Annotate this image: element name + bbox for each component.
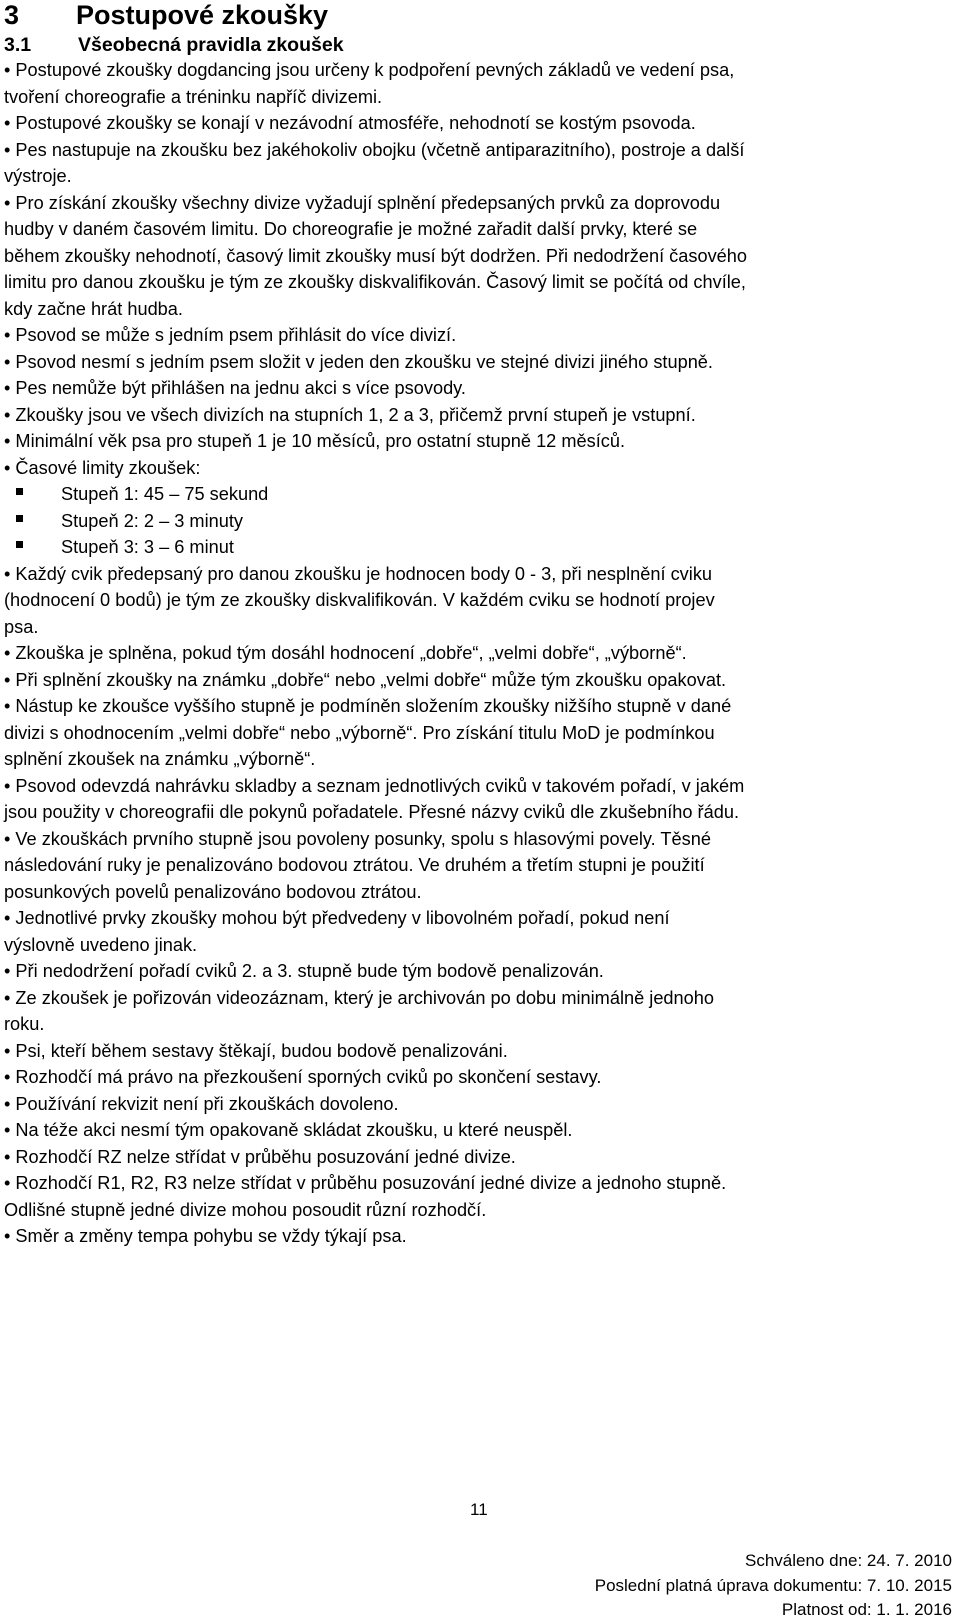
text-line: splnění zkoušek na známku „výborně“.	[4, 749, 316, 769]
footer-approved-date: Schváleno dne: 24. 7. 2010	[745, 1551, 952, 1570]
text-line: • Nástup ke zkoušce vyššího stupně je podmíněn složením zkoušky nižšího stupně v dané	[4, 696, 732, 716]
text-line: • Psi, kteří během sestavy štěkají, budou bodově penalizováni.	[4, 1040, 508, 1061]
text-line: • Při splnění zkoušky na známku „dobře“ nebo „velmi dobře“ může tým zkoušku opakovat.	[4, 669, 727, 690]
subsection-heading	[4, 33, 344, 57]
section-title: Postupové zkoušky	[76, 0, 329, 30]
time-limit-item	[4, 534, 954, 561]
text-line: roku.	[4, 1014, 45, 1034]
text-line: (hodnocení 0 bodů) je tým ze zkoušky diskvalifikován. V každém cviku se hodnotí projev	[4, 590, 715, 610]
page-number: 11	[470, 1500, 488, 1519]
square-bullet-icon	[16, 488, 23, 495]
footer-valid-from: Platnost od: 1. 1. 2016	[781, 1600, 952, 1619]
text-line: divizi s ohodnocením „velmi dobře“ nebo „výborně“. Pro získání titulu MoD je podmínkou	[4, 722, 715, 743]
time-limit-text: Stupeň 1: 45 – 75 sekund	[61, 484, 269, 504]
text-line: • Pro získání zkoušky všechny divize vyžadují splnění předepsaných prvků za doprovodu	[4, 192, 721, 213]
text-line: • Časové limity zkoušek:	[4, 457, 201, 478]
subsection-title: Všeobecná pravidla zkoušek	[78, 34, 344, 56]
text-line: • Postupové zkoušky se konají v nezávodní atmosféře, nehodnotí se kostým psovoda.	[4, 113, 696, 133]
time-limit-text: Stupeň 3: 3 – 6 minut	[61, 537, 234, 557]
text-line: • Rozhodčí R1, R2, R3 nelze střídat v průběhu posuzování jedné divize a jednoho stupně.	[4, 1173, 727, 1193]
rules-body	[4, 57, 954, 1250]
text-line: výslovně uvedeno jinak.	[4, 934, 198, 955]
footer-last-revision: Poslední platná úprava dokumentu: 7. 10. 2015	[594, 1576, 952, 1595]
text-line: limitu pro danou zkoušku je tým ze zkoušky diskvalifikován. Časový limit se počítá od chvíle,	[4, 272, 746, 292]
text-line: • Pes nemůže být přihlášen na jednu akci s více psovody.	[4, 378, 466, 398]
text-line: • Zkouška je splněna, pokud tým dosáhl hodnocení „dobře“, „velmi dobře“, „výborně“.	[4, 643, 687, 663]
text-line: • Psovod nesmí s jedním psem složit v jeden den zkoušku ve stejné divizi jiného stupně.	[4, 351, 713, 372]
square-bullet-icon	[16, 541, 23, 548]
text-line: Odlišné stupně jedné divize mohou posoudit různí rozhodčí.	[4, 1199, 487, 1220]
section-number: 3	[4, 0, 20, 30]
text-line: • Při nedodržení pořadí cviků 2. a 3. stupně bude tým bodově penalizován.	[4, 961, 604, 981]
text-line: hudby v daném časovém limitu. Do choreografie je možné zařadit další prvky, které se	[4, 219, 698, 239]
text-line: • Ve zkouškách prvního stupně jsou povoleny posunky, spolu s hlasovými povely. Těsné	[4, 828, 711, 849]
text-line: kdy začne hrát hudba.	[4, 298, 183, 319]
text-line: během zkoušky nehodnotí, časový limit zkoušky musí být dodržen. Při nedodržení časového	[4, 245, 748, 266]
text-line: jsou použity v choreografii dle pokynů pořadatele. Přesné názvy cviků dle zkušebního řádu.	[4, 802, 740, 822]
text-line: • Zkoušky jsou ve všech divizích na stupních 1, 2 a 3, přičemž první stupeň je vstupní.	[4, 404, 696, 425]
text-line: • Směr a změny tempa pohybu se vždy týkají psa.	[4, 1226, 407, 1246]
text-line: • Jednotlivé prvky zkoušky mohou být předvedeny v libovolném pořadí, pokud není	[4, 908, 670, 928]
text-line: výstroje.	[4, 166, 72, 186]
subsection-number: 3.1	[4, 34, 32, 56]
text-line: následování ruky je penalizováno bodovou ztrátou. Ve druhém a třetím stupni je použití	[4, 855, 705, 875]
time-limit-item	[4, 481, 954, 508]
text-line: tvoření choreografie a tréninku napříč divizemi.	[4, 86, 383, 107]
text-line: • Psovod se může s jedním psem přihlásit do více divizí.	[4, 325, 457, 345]
text-line: • Psovod odevzdá nahrávku skladby a seznam jednotlivých cviků v takovém pořadí, v jakém	[4, 775, 745, 796]
text-line: • Postupové zkoušky dogdancing jsou určeny k podpoření pevných základů ve vedení psa,	[4, 60, 735, 80]
text-line: • Na téže akci nesmí tým opakovaně skládat zkoušku, u které neuspěl.	[4, 1120, 573, 1140]
text-line: • Rozhodčí RZ nelze střídat v průběhu posuzování jedné divize.	[4, 1146, 516, 1167]
section-heading	[4, 0, 328, 30]
square-bullet-icon	[16, 515, 23, 522]
text-line: • Každý cvik předepsaný pro danou zkoušku je hodnocen body 0 - 3, při nesplnění cviku	[4, 563, 713, 584]
time-limit-text: Stupeň 2: 2 – 3 minuty	[61, 510, 243, 531]
time-limit-item	[4, 508, 954, 535]
text-line: posunkových povelů penalizováno bodovou ztrátou.	[4, 881, 422, 902]
text-line: • Pes nastupuje na zkoušku bez jakéhokoliv obojku (včetně antiparazitního), postroje a další	[4, 139, 745, 160]
text-line: • Ze zkoušek je pořizován videozáznam, který je archivován po dobu minimálně jednoho	[4, 987, 715, 1008]
text-line: psa.	[4, 616, 39, 637]
text-line: • Používání rekvizit není při zkouškách dovoleno.	[4, 1093, 399, 1114]
text-line: • Minimální věk psa pro stupeň 1 je 10 měsíců, pro ostatní stupně 12 měsíců.	[4, 431, 626, 451]
text-line: • Rozhodčí má právo na přezkoušení sporných cviků po skončení sestavy.	[4, 1067, 602, 1087]
